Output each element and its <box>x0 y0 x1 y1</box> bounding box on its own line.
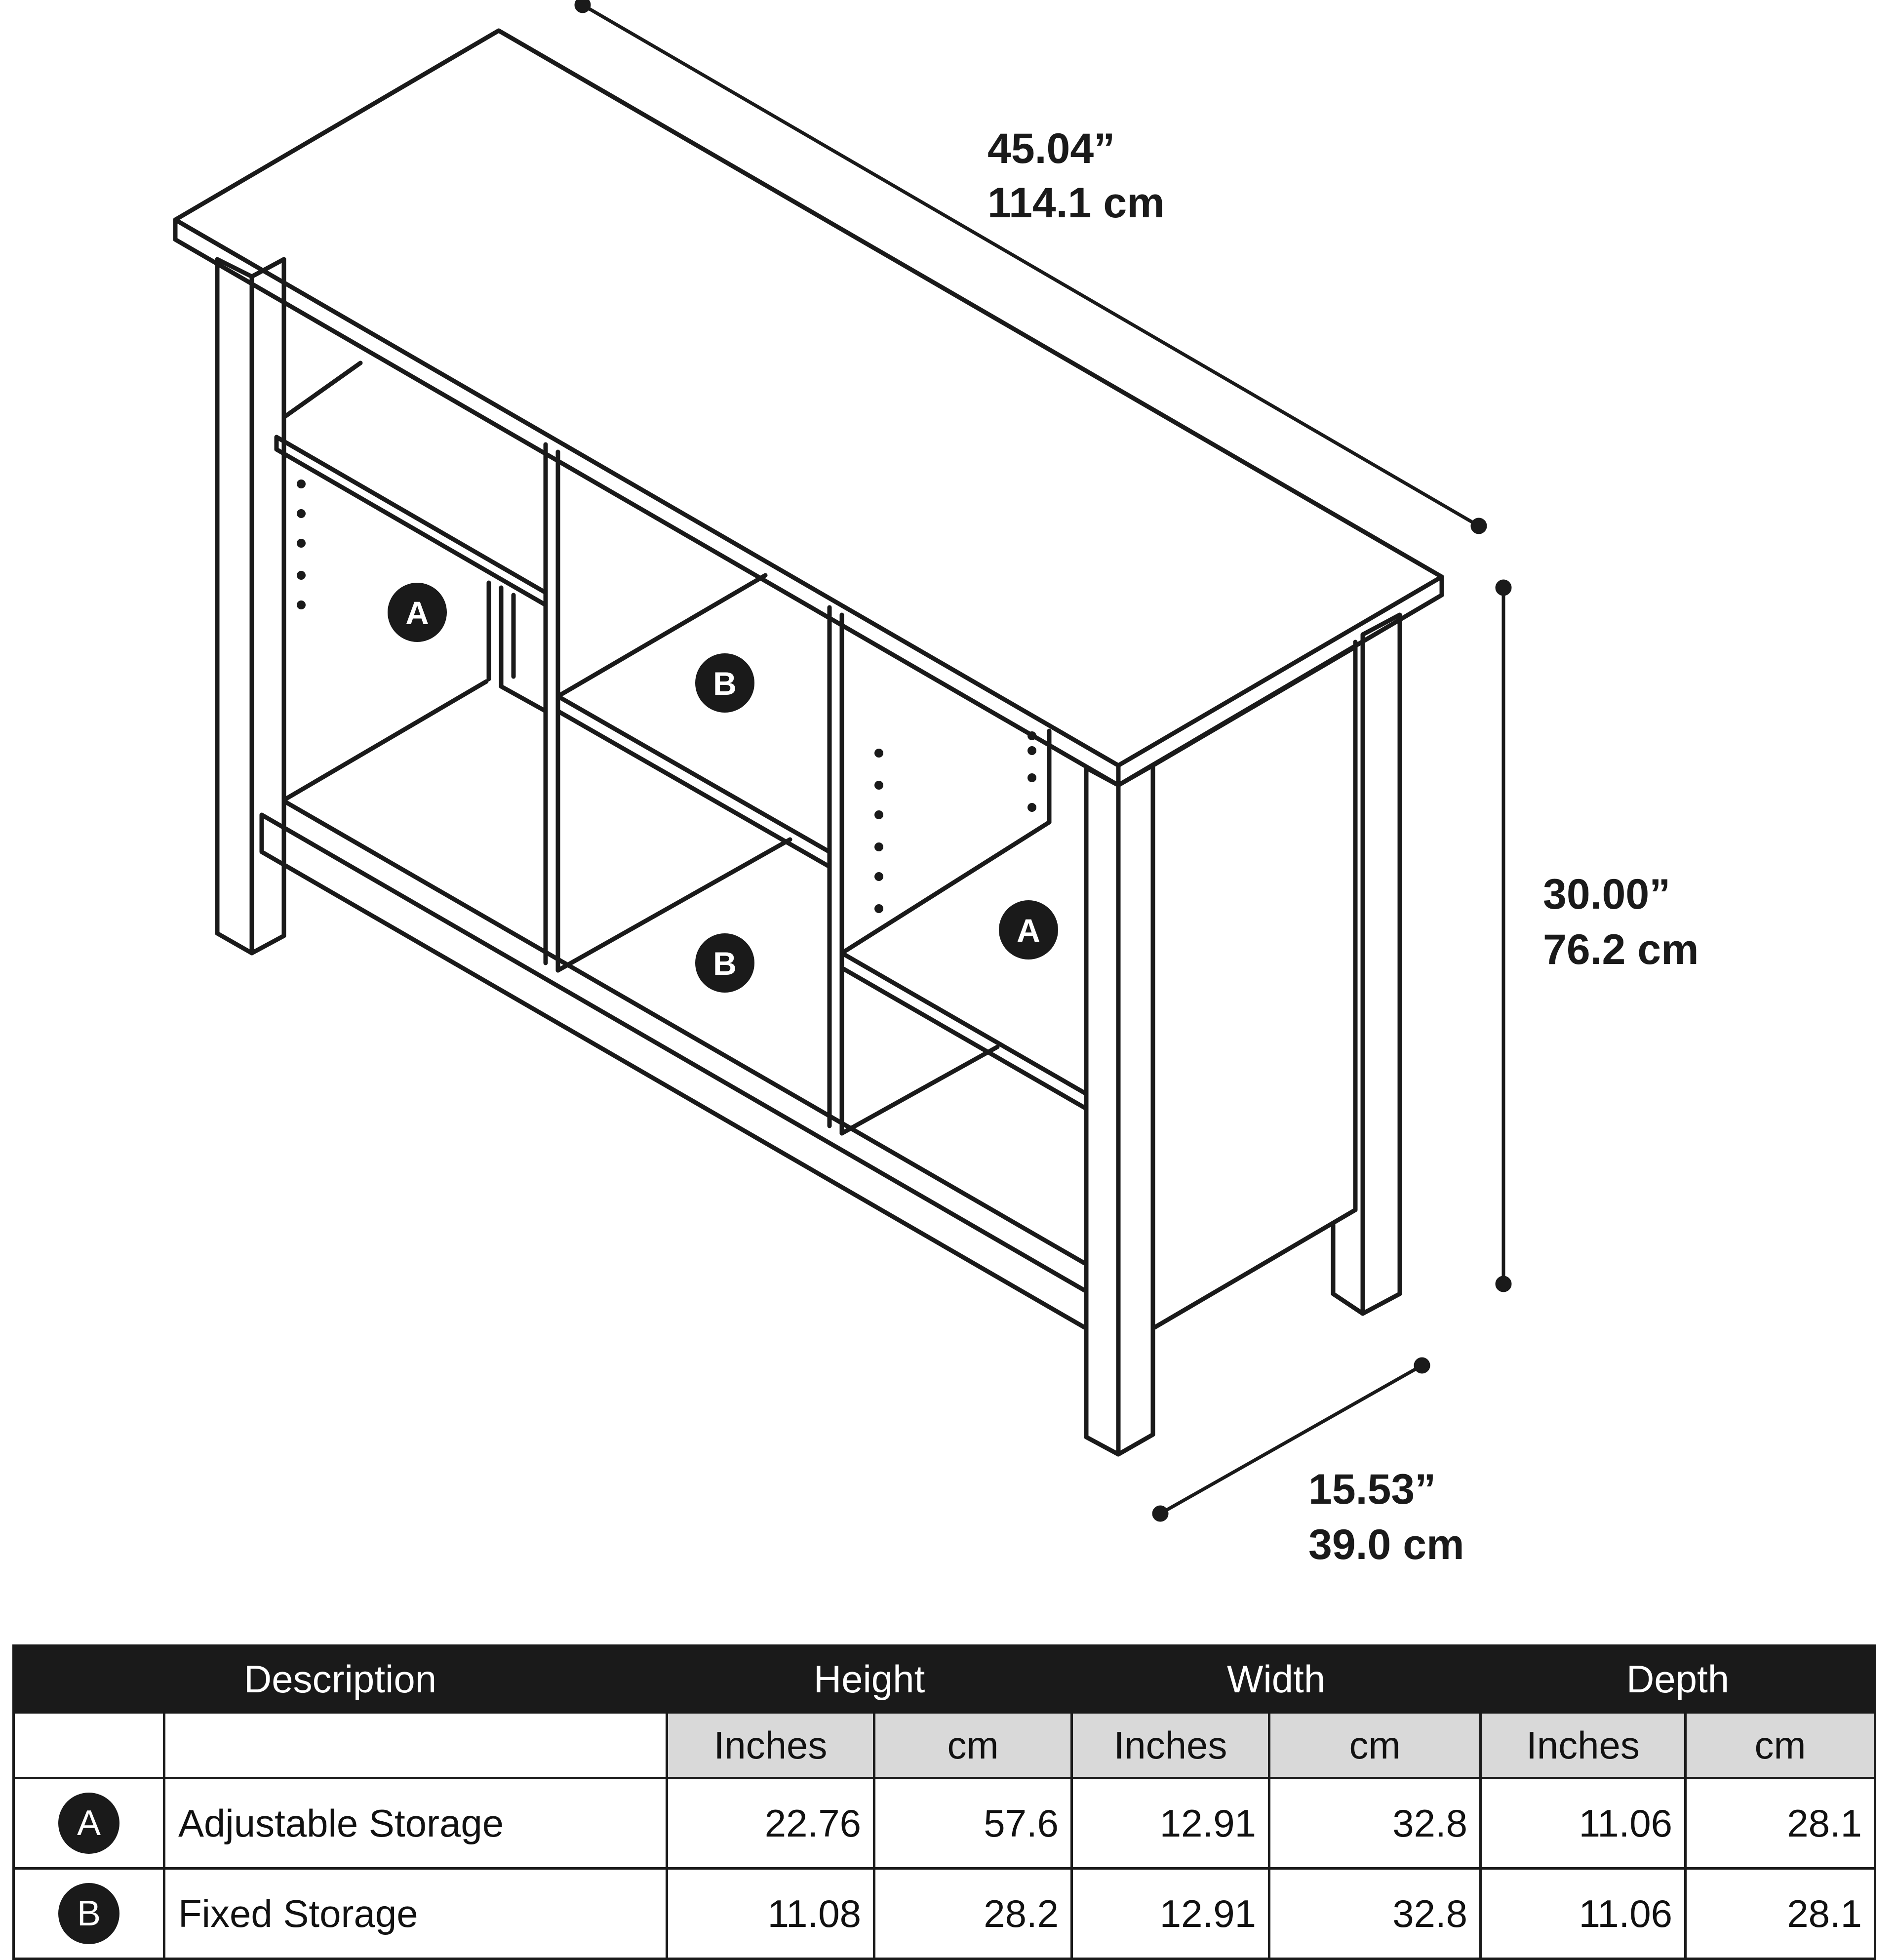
depth-cm-label: 39.0 cm <box>1308 1521 1464 1568</box>
row-width-cm: 32.8 <box>1269 1869 1481 1959</box>
right-back-leg <box>1363 615 1400 1314</box>
length-dimension-line <box>583 5 1479 526</box>
row-height-inches: 22.76 <box>667 1778 874 1869</box>
right-front-leg <box>1086 768 1118 1454</box>
length-inches-label: 45.04” <box>988 125 1115 172</box>
row-width-inches: 12.91 <box>1072 1869 1269 1959</box>
row-badge: A <box>58 1793 119 1854</box>
row-height-inches: 11.08 <box>667 1869 874 1959</box>
unit-depth-inches: Inches <box>1481 1713 1686 1778</box>
unit-width-cm: cm <box>1269 1713 1481 1778</box>
fixed-shelf-middle <box>558 696 830 852</box>
adjustable-shelf-right <box>842 953 1086 1094</box>
row-depth-inches: 11.06 <box>1481 1869 1686 1959</box>
unit-height-cm: cm <box>874 1713 1072 1778</box>
row-badge-cell <box>14 1778 164 1869</box>
tabletop-right-edge <box>1118 577 1442 785</box>
row-height-cm: 57.6 <box>874 1778 1072 1869</box>
table-header-row <box>14 1646 1875 1713</box>
row-width-cm: 32.8 <box>1269 1778 1481 1869</box>
table-row <box>14 1778 1875 1869</box>
tabletop-front-edge <box>175 220 1118 785</box>
svg-text:B: B <box>713 945 737 982</box>
header-height: Height <box>667 1646 1072 1713</box>
tabletop <box>175 31 1442 765</box>
row-depth-cm: 28.1 <box>1686 1869 1875 1959</box>
row-height-cm: 28.2 <box>874 1869 1072 1959</box>
row-description: Adjustable Storage <box>164 1778 667 1869</box>
svg-text:B: B <box>713 665 737 702</box>
blank-cell <box>164 1713 667 1778</box>
row-width-inches: 12.91 <box>1072 1778 1269 1869</box>
svg-text:A: A <box>405 595 429 631</box>
callout-a-right <box>999 900 1058 960</box>
unit-width-inches: Inches <box>1072 1713 1269 1778</box>
callout-b-lower <box>695 933 754 993</box>
height-inches-label: 30.00” <box>1543 871 1671 918</box>
adjustable-shelf-left <box>276 437 546 605</box>
table-row <box>14 1869 1875 1959</box>
blank-cell <box>14 1713 164 1778</box>
length-cm-label: 114.1 cm <box>988 179 1165 227</box>
header-depth: Depth <box>1481 1646 1875 1713</box>
bottom-rail <box>262 815 1086 1328</box>
row-depth-inches: 11.06 <box>1481 1778 1686 1869</box>
header-width: Width <box>1072 1646 1481 1713</box>
row-badge-cell <box>14 1869 164 1959</box>
row-depth-cm: 28.1 <box>1686 1778 1875 1869</box>
storage-dimensions-table <box>12 1644 1876 1960</box>
callout-b-upper <box>695 653 754 713</box>
unit-height-inches: Inches <box>667 1713 874 1778</box>
left-front-leg <box>217 259 252 953</box>
callout-a-left <box>388 583 447 642</box>
row-badge: B <box>58 1883 119 1944</box>
header-description: Description <box>14 1646 667 1713</box>
table-unit-row <box>14 1713 1875 1778</box>
side-panel <box>1153 647 1355 765</box>
depth-inches-label: 15.53” <box>1308 1466 1436 1513</box>
svg-text:A: A <box>1017 912 1040 949</box>
row-description: Fixed Storage <box>164 1869 667 1959</box>
height-cm-label: 76.2 cm <box>1543 926 1699 973</box>
unit-depth-cm: cm <box>1686 1713 1875 1778</box>
